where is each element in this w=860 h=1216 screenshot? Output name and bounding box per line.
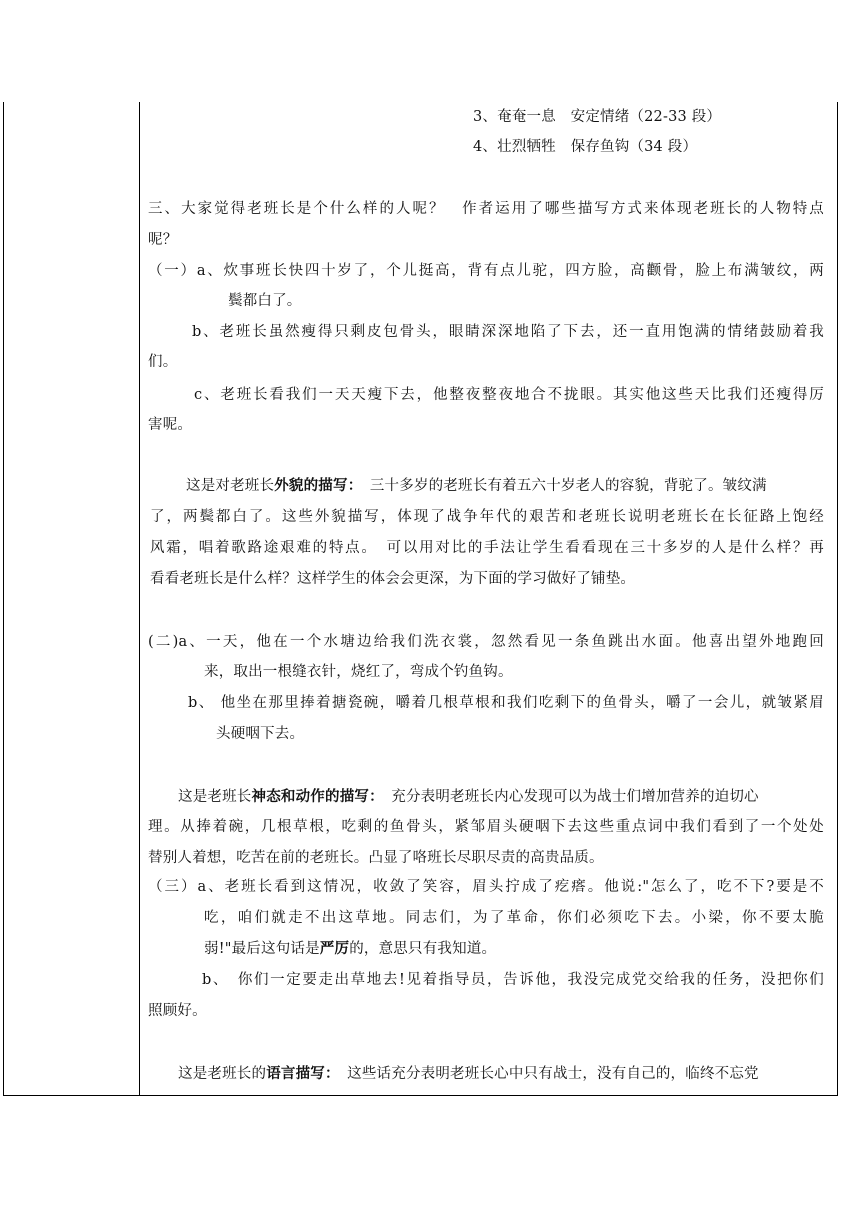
section2-b-line-2: 头硬咽下去。 bbox=[216, 726, 305, 742]
section2-a-line-2: 来，取出一根缝衣针，烧红了，弯成个钓鱼钩。 bbox=[204, 664, 513, 680]
analysis2-prefix: 这是老班长 bbox=[178, 789, 252, 805]
analysis1-line-3: 风霜，唱着歌路途艰难的特点。 可以用对比的手法让学生看看现在三十多岁的人是什么样？再 bbox=[150, 540, 824, 556]
question-line-2: 呢？ bbox=[148, 232, 178, 248]
section3-a-line-3-post: 的，意思只有我知道。 bbox=[349, 941, 497, 957]
section2-b-line-1: b、 他坐在那里捧着搪瓷碗，嚼着几根草根和我们吃剩下的鱼骨头，嚼了一会儿，就皱紧眉 bbox=[188, 695, 824, 711]
section3-a-line-3 bbox=[204, 937, 496, 961]
outline-item-3: 3、奄奄一息 安定情绪（22-33 段） bbox=[473, 109, 722, 125]
section3-a-line-2: 吃，咱们就走不出这草地。同志们，为了革命，你们必须吃下去。小梁，你不要太脆 bbox=[204, 910, 824, 926]
analysis1-line-4: 看看老班长是什么样？这样学生的体会会更深，为下面的学习做好了铺垫。 bbox=[150, 571, 636, 587]
analysis3-line-1 bbox=[178, 1062, 759, 1086]
analysis1-line-2: 了，两鬓都白了。这些外貌描写，体现了战争年代的艰苦和老班长说明老班长在长征路上饱经 bbox=[150, 509, 824, 525]
section2-a-line-1: (二)a、一天，他在一个水塘边给我们洗衣裳，忽然看见一条鱼跳出水面。他喜出望外地跑回 bbox=[148, 634, 824, 650]
question-line-1: 三、大家觉得老班长是个什么样的人呢？ 作者运用了哪些描写方式来体现老班长的人物特点 bbox=[148, 201, 824, 217]
analysis1-rest: 三十多岁的老班长有着五六十岁老人的容貌，背驼了。皱纹满 bbox=[355, 478, 767, 494]
analysis1-line-1 bbox=[186, 474, 767, 498]
outline-item-4: 4、壮烈牺牲 保存鱼钩（34 段） bbox=[473, 139, 698, 155]
section1-a-line-2: 鬓都白了。 bbox=[228, 293, 302, 309]
section1-c-line-2: 害呢。 bbox=[148, 417, 193, 433]
section3-b-line-2: 照顾好。 bbox=[148, 1003, 207, 1019]
analysis2-emphasis: 神态和动作的描写： bbox=[251, 788, 377, 805]
analysis3-prefix: 这是老班长的 bbox=[178, 1066, 267, 1082]
section3-b-line-1: b、 你们一定要走出草地去!见着指导员，告诉他，我没完成党交给我的任务，没把你们 bbox=[202, 972, 824, 988]
analysis1-emphasis: 外貌的描写： bbox=[274, 477, 356, 494]
analysis3-rest: 这些话充分表明老班长心中只有战士，没有自己的，临终不忘党 bbox=[332, 1066, 759, 1082]
analysis2-rest: 充分表明老班长内心发现可以为战士们增加营养的迫切心 bbox=[376, 789, 759, 805]
column-divider bbox=[139, 102, 140, 1095]
section3-a-line-3-pre: 弱!"最后这句话是 bbox=[204, 941, 320, 957]
section3-a-line-1: （三）a、老班长看到这情况，收敛了笑容，眉头拧成了疙瘩。他说:"怎么了，吃不下?要是不 bbox=[148, 879, 824, 895]
section1-b-line-2: 们。 bbox=[148, 354, 178, 370]
section1-c-line-1: c、老班长看我们一天天瘦下去，他整夜整夜地合不拢眼。其实他这些天比我们还瘦得厉 bbox=[194, 387, 824, 403]
section3-emphasis-strict: 严厉 bbox=[319, 940, 350, 957]
analysis2-line-1 bbox=[178, 785, 759, 809]
analysis3-emphasis: 语言描写： bbox=[266, 1065, 333, 1082]
analysis2-line-3: 替别人着想，吃苦在前的老班长。凸显了咯班长尽职尽责的高贵品质。 bbox=[148, 850, 604, 866]
analysis1-prefix: 这是对老班长 bbox=[186, 478, 275, 494]
section1-a-line-1: （一）a、炊事班长快四十岁了，个儿挺高，背有点儿驼，四方脸，高颧骨，脸上布满皱纹，两 bbox=[148, 263, 824, 279]
section1-b-line-1: b、老班长虽然瘦得只剩皮包骨头，眼睛深深地陷了下去，还一直用饱满的情绪鼓励着我 bbox=[192, 324, 824, 340]
analysis2-line-2: 理。从捧着碗，几根草根，吃剩的鱼骨头，紧邹眉头硬咽下去这些重点词中我们看到了一个处处 bbox=[148, 819, 824, 835]
